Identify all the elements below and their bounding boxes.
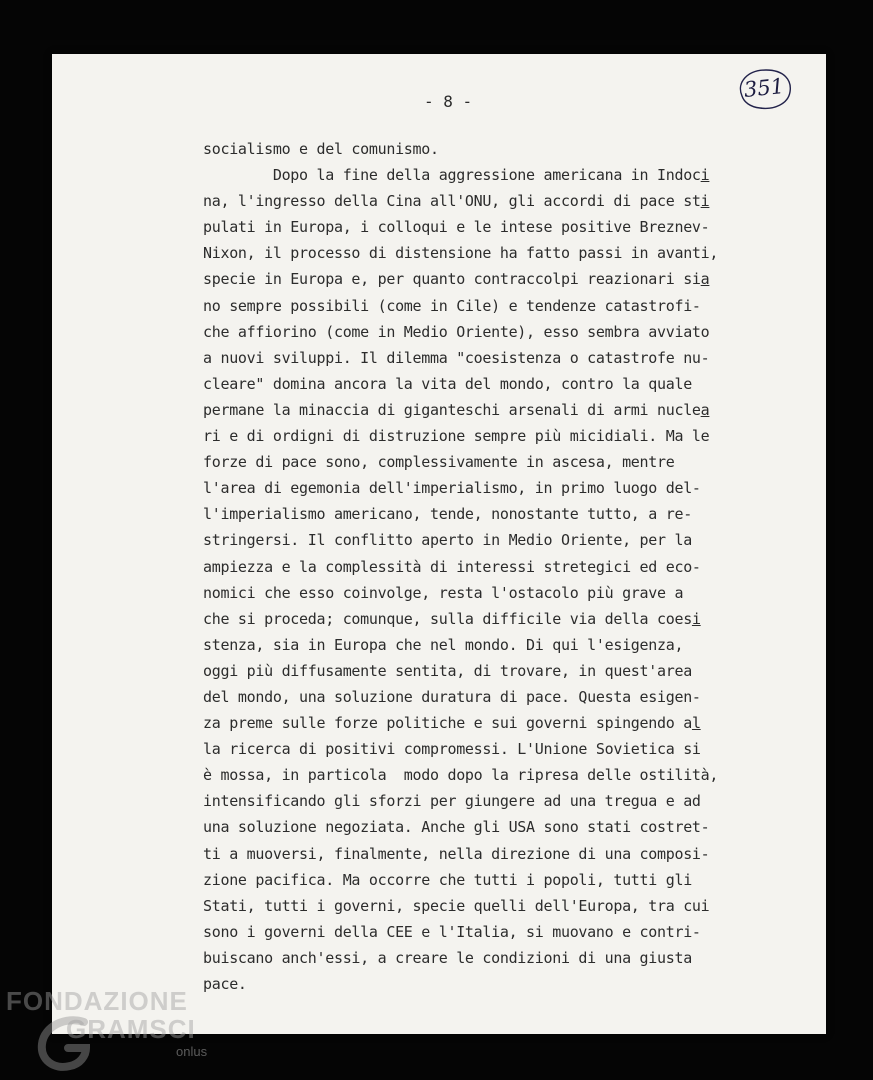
text-line-content: che si proceda; comunque, sulla difficile via della coes	[203, 609, 692, 628]
text-line	[203, 136, 803, 162]
text-line	[203, 814, 803, 840]
watermark-line-1: FONDAZIONE	[6, 986, 188, 1016]
text-line-content: l'area di egemonia dell'imperialismo, in primo luogo del-	[203, 479, 701, 498]
text-line	[203, 632, 803, 658]
text-line	[203, 188, 803, 214]
body-text	[203, 136, 803, 997]
underlined-syllable: a	[700, 400, 710, 419]
text-line	[203, 293, 803, 319]
text-line	[203, 945, 803, 971]
text-line	[203, 527, 803, 553]
text-line	[203, 397, 803, 423]
text-line	[203, 893, 803, 919]
text-line	[203, 762, 803, 788]
underlined-syllable: i	[700, 192, 710, 211]
watermark-line-2: GRAMSCI	[66, 1014, 196, 1044]
text-line-content: stenza, sia in Europa che nel mondo. Di qui l'esigenza,	[203, 635, 684, 654]
text-line-content: pulati in Europa, i colloqui e le intese positive Breznev-	[203, 218, 710, 237]
text-line-content: nomici che esso coinvolge, resta l'ostacolo più grave a	[203, 583, 684, 602]
text-line-content: l'imperialismo americano, tende, nonostante tutto, a re-	[203, 505, 692, 524]
archive-number-stamp	[734, 66, 794, 112]
underlined-syllable: i	[691, 609, 701, 628]
text-line	[203, 345, 803, 371]
text-line-content: na, l'ingresso della Cina all'ONU, gli accordi di pace st	[203, 192, 701, 211]
text-line-content: sono i governi della CEE e l'Italia, si muovano e contri-	[203, 922, 701, 941]
text-line-content: stringersi. Il conflitto aperto in Medio Oriente, per la	[203, 531, 692, 550]
text-line	[203, 162, 803, 188]
watermark	[6, 984, 226, 1076]
text-line	[203, 788, 803, 814]
text-line	[203, 684, 803, 710]
text-line	[203, 240, 803, 266]
text-line	[203, 319, 803, 345]
text-line	[203, 449, 803, 475]
text-line-content: del mondo, una soluzione duratura di pace. Questa esigen-	[203, 687, 701, 706]
text-line-content: Nixon, il processo di distensione ha fatto passi in avanti,	[203, 244, 719, 263]
text-line	[203, 371, 803, 397]
text-line	[203, 554, 803, 580]
text-line	[203, 475, 803, 501]
text-line	[203, 841, 803, 867]
page-number: - 8 -	[424, 92, 473, 111]
archive-number: 351	[742, 73, 786, 103]
text-line-content: oggi più diffusamente sentita, di trovare, in quest'area	[203, 661, 692, 680]
text-line-content: buiscano anch'essi, a creare le condizioni di una giusta	[203, 948, 692, 967]
text-line-content: Dopo la fine della aggressione americana in Indoc	[203, 166, 701, 185]
underlined-syllable: l	[691, 714, 701, 733]
text-line	[203, 266, 803, 292]
text-line-content: ti a muoversi, finalmente, nella direzione di una composi-	[203, 844, 710, 863]
text-line	[203, 606, 803, 632]
text-line-content: permane la minaccia di giganteschi arsenali di armi nucle	[203, 400, 701, 419]
underlined-syllable: a	[700, 270, 710, 289]
text-line-content: è mossa, in particola modo dopo la ripresa delle ostilità,	[203, 766, 719, 785]
text-line-content: za preme sulle forze politiche e sui governi spingendo a	[203, 714, 692, 733]
underlined-syllable: i	[700, 166, 710, 185]
text-line-content: ri e di ordigni di distruzione sempre più micidiali. Ma le	[203, 427, 710, 446]
text-line-content: intensificando gli sforzi per giungere ad una tregua e ad	[203, 792, 701, 811]
text-line-content: a nuovi sviluppi. Il dilemma "coesistenza o catastrofe nu-	[203, 348, 710, 367]
text-line-content: che affiorino (come in Medio Oriente), esso sembra avviato	[203, 322, 710, 341]
text-line-content: Stati, tutti i governi, specie quelli dell'Europa, tra cui	[203, 896, 710, 915]
text-line-content: specie in Europa e, per quanto contraccolpi reazionari si	[203, 270, 701, 289]
text-line	[203, 736, 803, 762]
text-line-content: cleare" domina ancora la vita del mondo, contro la quale	[203, 374, 692, 393]
text-line	[203, 214, 803, 240]
text-line-content: socialismo e del comunismo.	[203, 140, 439, 158]
text-line	[203, 580, 803, 606]
text-line-content: no sempre possibili (come in Cile) e tendenze catastrofi-	[203, 296, 701, 315]
text-line-content: la ricerca di positivi compromessi. L'Unione Sovietica si	[203, 740, 701, 759]
watermark-onlus: onlus	[176, 1044, 208, 1059]
text-line	[203, 423, 803, 449]
text-line	[203, 919, 803, 945]
text-line-content: una soluzione negoziata. Anche gli USA sono stati costret-	[203, 818, 710, 837]
text-line-content: zione pacifica. Ma occorre che tutti i popoli, tutti gli	[203, 870, 692, 889]
text-line	[203, 658, 803, 684]
text-line-content: pace.	[203, 975, 247, 993]
text-line	[203, 501, 803, 527]
document-page	[52, 54, 826, 1034]
text-line	[203, 867, 803, 893]
text-line-content: ampiezza e la complessità di interessi stretegici ed eco-	[203, 557, 701, 576]
text-line-content: forze di pace sono, complessivamente in ascesa, mentre	[203, 453, 675, 472]
text-line	[203, 710, 803, 736]
text-line	[203, 971, 803, 997]
